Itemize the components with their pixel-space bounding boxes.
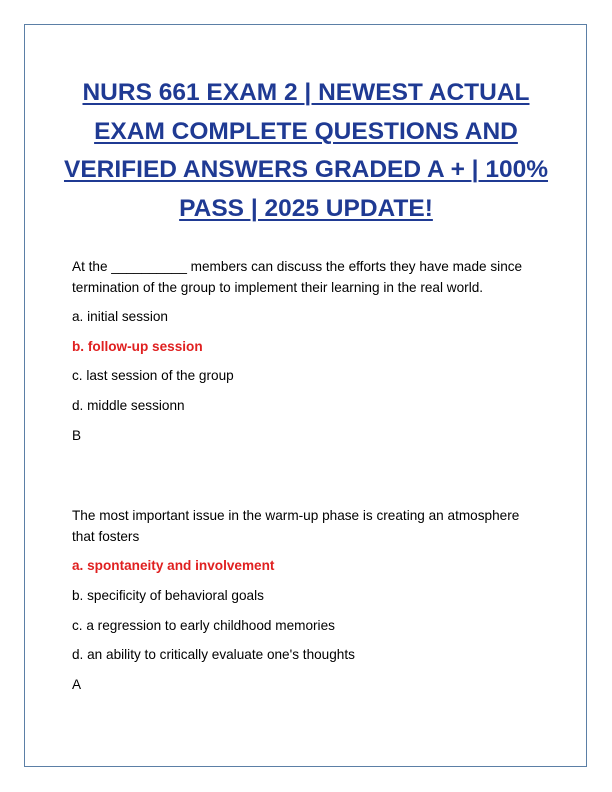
option-c: c. last session of the group [72, 368, 234, 384]
document-title: NURS 661 EXAM 2 | NEWEST ACTUAL EXAM COMPLETE QUESTIONS AND VERIFIED ANSWERS GRADED A + | 100% PASS | 2025 UPDATE! [63, 79, 549, 222]
answer-key: B [72, 427, 82, 443]
option-d: d. an ability to critically evaluate one's thoughts [72, 647, 355, 663]
option-b-correct: b. follow-up session [72, 338, 203, 354]
option-c: c. a regression to early childhood memories [72, 617, 335, 633]
question-text: At the __________ members can discuss the efforts they have made since termination of the group to implement their learning in the real world. [72, 259, 523, 295]
question-block-1 [72, 257, 542, 446]
option-d: d. middle sessionn [72, 397, 185, 413]
answer-key: A [72, 676, 82, 692]
questions-content [72, 257, 542, 695]
question-block-2 [72, 506, 542, 695]
option-a-correct: a. spontaneity and involvement [72, 558, 275, 574]
question-spacer [72, 446, 542, 506]
question-text: The most important issue in the warm-up phase is creating an atmosphere that fosters [72, 508, 520, 544]
option-a: a. initial session [72, 309, 168, 325]
option-b: b. specificity of behavioral goals [72, 587, 264, 603]
